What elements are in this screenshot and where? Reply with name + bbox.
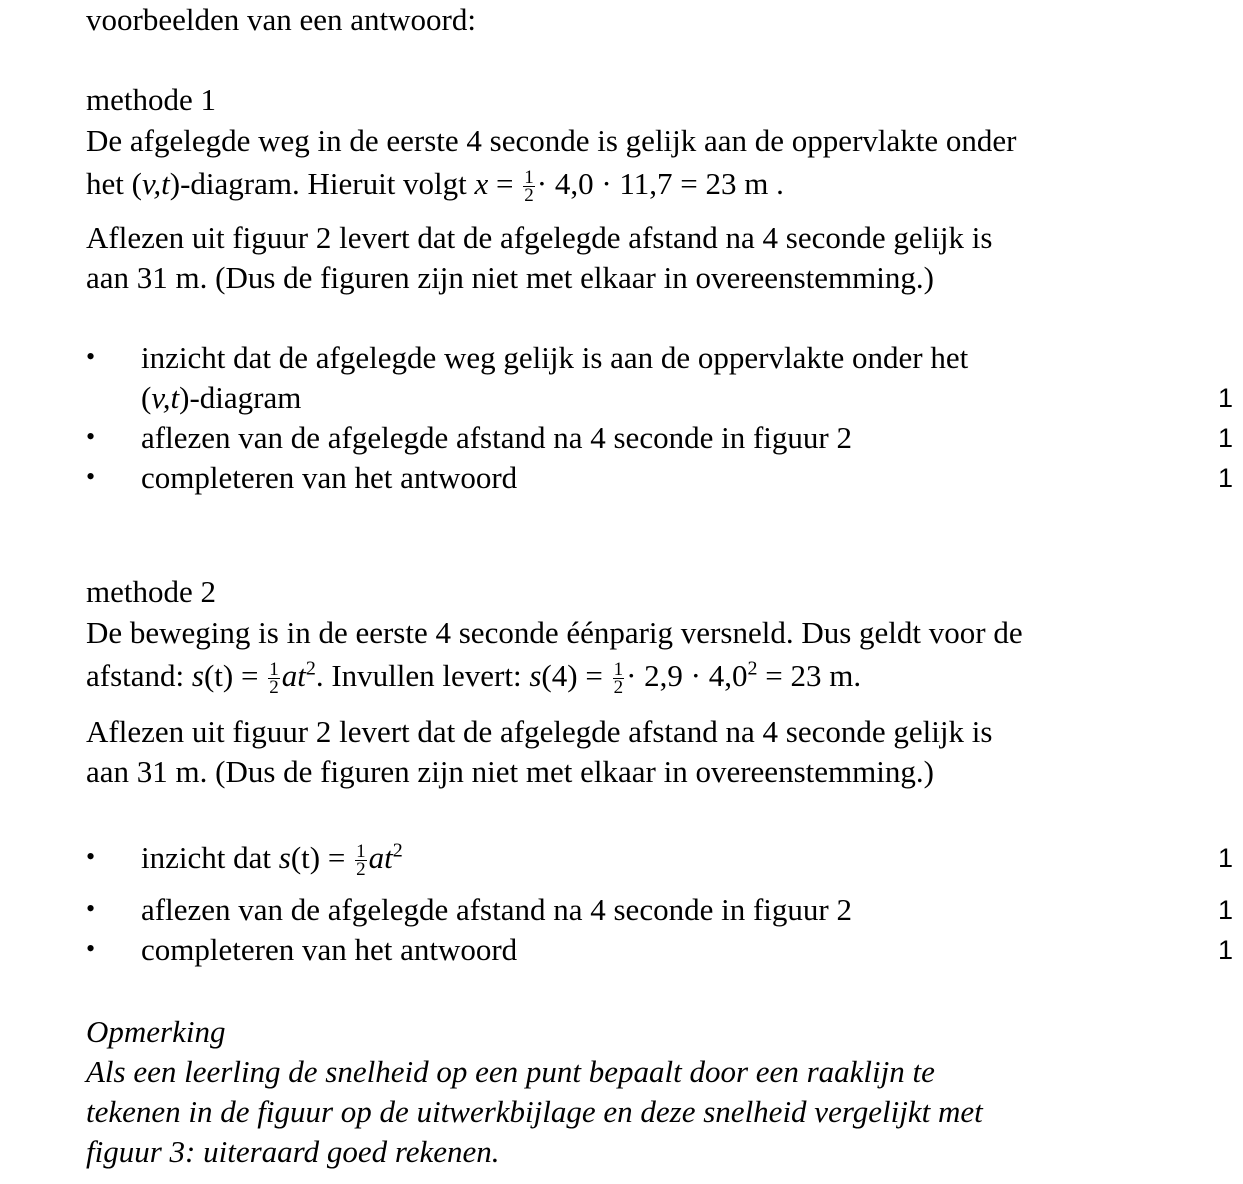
method1-paragraph2-line1: Aflezen uit figuur 2 levert dat de afgelegde afstand na 4 seconde gelijk is bbox=[86, 220, 993, 255]
method2-paragraph1-line2: afstand: s(t) = $\frac{1}{2}$ $at^2$. Invullen levert: s(4) = $\frac{1}{2}$ · $2,9 \cdot 4,0^2 = 23$ m. bbox=[86, 657, 862, 699]
method1-paragraph2-line2: aan 31 m. (Dus de figuren zijn niet met elkaar in overeenstemming.) bbox=[86, 260, 934, 295]
method2-criterion1: inzicht dat s(t) = $\frac{1}{2}$ $at^2$ bbox=[141, 839, 403, 881]
score: 1 bbox=[1217, 843, 1233, 873]
fraction-half: $\frac{1}{2}$ bbox=[269, 659, 279, 699]
score: 1 bbox=[1217, 383, 1233, 413]
score: 1 bbox=[1217, 935, 1233, 965]
score: 1 bbox=[1217, 895, 1233, 925]
method1-criterion3: completeren van het antwoord bbox=[141, 460, 518, 495]
bullet-icon: • bbox=[86, 342, 96, 371]
fraction-half: $\frac{1}{2}$ bbox=[356, 841, 366, 881]
method2-paragraph1-line1: De beweging is in de eerste 4 seconde éénparig versneld. Dus geldt voor de bbox=[86, 615, 1023, 650]
fraction-half: $\frac{1}{2}$ bbox=[524, 167, 534, 207]
bullet-icon: • bbox=[86, 422, 96, 451]
method2-heading: methode 2 bbox=[86, 574, 216, 609]
bullet-icon: • bbox=[86, 934, 96, 963]
method1-criterion2: aflezen van de afgelegde afstand na 4 seconde in figuur 2 bbox=[141, 420, 852, 455]
bullet-icon: • bbox=[86, 842, 96, 871]
remark-title: Opmerking bbox=[86, 1014, 226, 1049]
bullet-icon: • bbox=[86, 462, 96, 491]
method2-paragraph2-line1: Aflezen uit figuur 2 levert dat de afgelegde afstand na 4 seconde gelijk is bbox=[86, 714, 993, 749]
remark-line1: Als een leerling de snelheid op een punt bepaalt door een raaklijn te bbox=[86, 1054, 935, 1089]
method1-heading: methode 1 bbox=[86, 82, 216, 117]
method1-paragraph1-line2: het (v,t)-diagram. Hieruit volgt x = $\frac{1}{2}$ · 4,0 · 11,7 = 23 m . bbox=[86, 166, 784, 207]
intro-text: voorbeelden van een antwoord: bbox=[86, 2, 476, 37]
method1-criterion1-line1: inzicht dat de afgelegde weg gelijk is aan de oppervlakte onder het bbox=[141, 340, 969, 375]
remark-line2: tekenen in de figuur op de uitwerkbijlage en deze snelheid vergelijkt met bbox=[86, 1094, 983, 1129]
remark-line3: figuur 3: uiteraard goed rekenen. bbox=[86, 1134, 500, 1169]
method2-criterion3: completeren van het antwoord bbox=[141, 932, 518, 967]
method2-criterion2: aflezen van de afgelegde afstand na 4 seconde in figuur 2 bbox=[141, 892, 852, 927]
score: 1 bbox=[1217, 423, 1233, 453]
method2-paragraph2-line2: aan 31 m. (Dus de figuren zijn niet met elkaar in overeenstemming.) bbox=[86, 754, 934, 789]
score: 1 bbox=[1217, 463, 1233, 493]
fraction-half: $\frac{1}{2}$ bbox=[613, 659, 624, 699]
method1-criterion1-line2: (v,t)-diagram bbox=[141, 380, 302, 415]
method1-paragraph1-line1: De afgelegde weg in de eerste 4 seconde is gelijk aan de oppervlakte onder bbox=[86, 123, 1017, 158]
bullet-icon: • bbox=[86, 894, 96, 923]
